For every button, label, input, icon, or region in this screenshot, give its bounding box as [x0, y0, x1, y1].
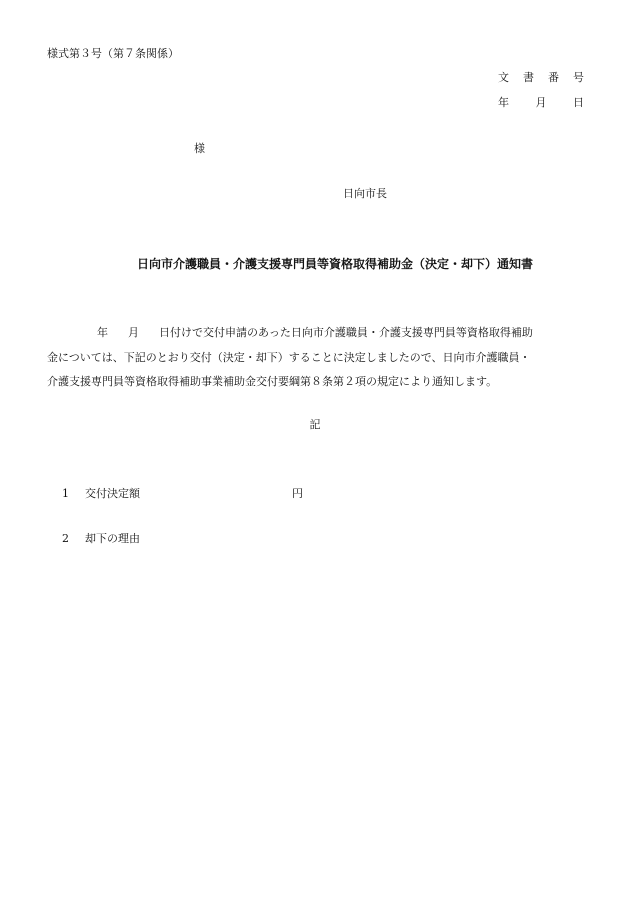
form-number: 様式第３号（第７条関係）	[47, 47, 179, 60]
body-line-1	[47, 321, 589, 346]
ki-heading: 記	[309, 418, 321, 431]
date-day-label: 日	[573, 96, 584, 109]
notice-body	[47, 321, 589, 395]
item-label-rejection-reason: 却下の理由	[85, 532, 140, 545]
body-line-3: 介護支援専門員等資格取得補助事業補助金交付要綱第８条第２項の規定により通知します。	[47, 375, 498, 388]
item-number: 2	[62, 532, 69, 545]
body-line-1-text: 日付けで交付申請のあった日向市介護職員・介護支援専門員等資格取得補助	[159, 326, 533, 339]
body-year-label: 年	[97, 326, 108, 339]
document-title: 日向市介護職員・介護支援専門員等資格取得補助金（決定・却下）通知書	[136, 257, 533, 271]
recipient-honorific: 様	[194, 142, 205, 155]
document-number-line	[498, 70, 584, 86]
item-number: 1	[62, 487, 69, 500]
issuer-name: 日向市長	[343, 187, 387, 200]
item-label-grant-amount: 交付決定額	[85, 487, 140, 500]
document-date-line	[498, 95, 584, 111]
date-year-label: 年	[498, 96, 509, 109]
body-month-label: 月	[128, 326, 139, 339]
yen-unit: 円	[292, 487, 303, 500]
doc-number-char: 番	[548, 71, 559, 84]
date-month-label: 月	[535, 96, 547, 109]
doc-number-char: 号	[573, 71, 584, 84]
body-line-2: 金については、下記のとおり交付（決定・却下）することに決定しましたので、日向市介護職員・	[47, 350, 531, 364]
doc-number-char: 書	[523, 71, 534, 84]
doc-number-char: 文	[498, 71, 509, 84]
